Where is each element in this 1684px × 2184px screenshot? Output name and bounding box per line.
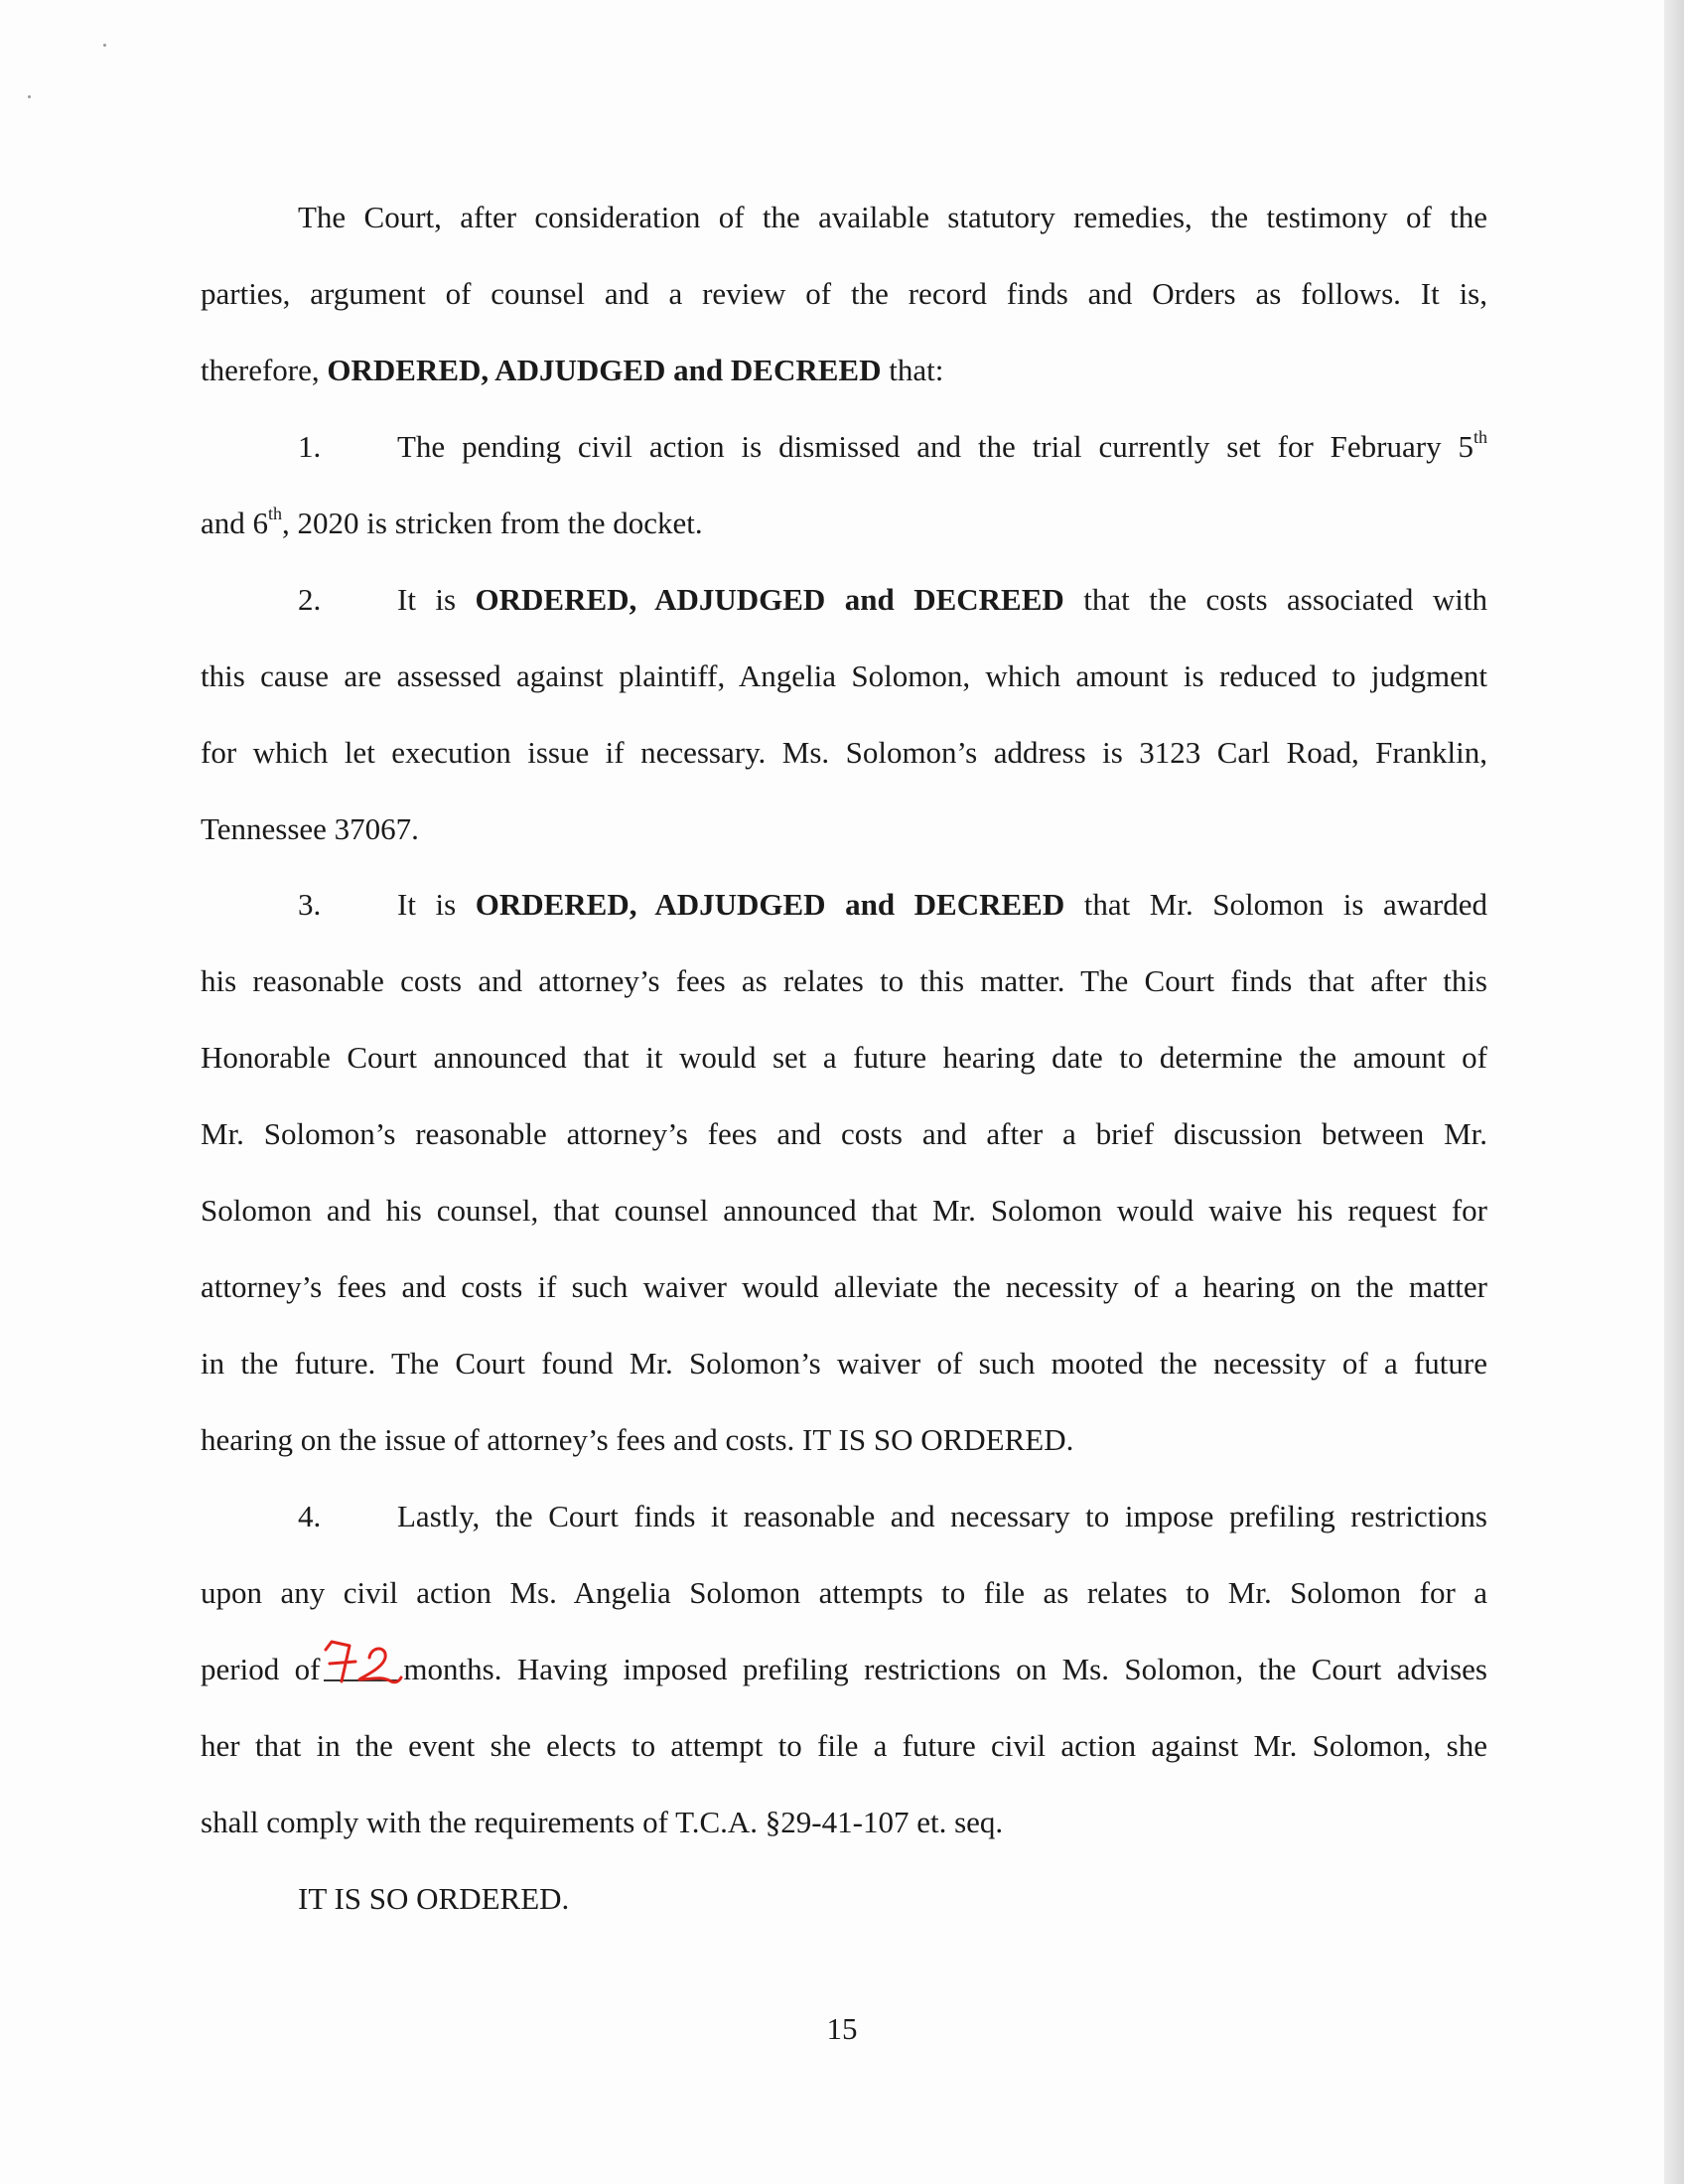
intro-line-2: parties, argument of counsel and a review of the record finds and Orders as follows. It is, [201,276,1487,311]
scan-speck [28,95,31,98]
scan-speck [103,44,106,47]
item-1-line-2-post: , 2020 is stricken from the docket. [282,506,703,540]
item-1-line-2 [201,504,703,543]
item-2-line-2: this cause are assessed against plaintiff, Angelia Solomon, which amount is reduced to judgment [201,658,1487,693]
item-3-post: that Mr. Solomon is awarded [1064,887,1488,922]
item-3-line-3: Honorable Court announced that it would set a future hearing date to determine the amount of [201,1040,1487,1075]
intro-line-1: The Court, after consideration of the available statutory remedies, the testimony of the [298,200,1487,234]
handwritten-72-mark [320,1638,403,1687]
page-number: 15 [826,2011,858,2046]
item-2-post: that the costs associated with [1063,582,1487,617]
item-4-line-3-pre: period of [201,1652,321,1686]
item-3-pre: It is [397,887,476,922]
closing-order: IT IS SO ORDERED. [298,1881,570,1916]
page-edge-shadow [1664,0,1684,2184]
item-1-line-1 [298,427,1487,467]
intro-line-3-post: that: [881,353,944,387]
item-4-line-5: shall comply with the requirements of T.C.A. §29-41-107 et. seq. [201,1805,1004,1839]
item-2-line-1 [298,580,1487,620]
item-2-line-3: for which let execution issue if necessary. Ms. Solomon’s address is 3123 Carl Road, Franklin, [201,735,1487,770]
item-1-text: The pending civil action is dismissed and the trial currently set for February 5 [397,429,1474,464]
item-4-line-3 [201,1650,1487,1689]
handwritten-blank [320,1654,403,1683]
item-3-line-4: Mr. Solomon’s reasonable attorney’s fees and costs and after a brief discussion between Mr. [201,1116,1487,1151]
intro-line-3 [201,351,943,390]
item-3-line-1 [298,885,1487,925]
item-2-number: 2. [298,582,322,617]
item-1-sup: th [1473,427,1487,447]
item-1-number: 1. [298,429,322,464]
item-3-line-6: attorney’s fees and costs if such waiver would alleviate the necessity of a hearing on the matter [201,1269,1487,1304]
item-2-line-4: Tennessee 37067. [201,811,419,846]
item-2-bold: ORDERED, ADJUDGED and DECREED [475,582,1064,617]
item-2-pre: It is [397,582,476,617]
intro-line-3-pre: therefore, [201,353,328,387]
item-4-number: 4. [298,1499,322,1533]
intro-line-3-bold: ORDERED, ADJUDGED and DECREED [327,353,882,387]
item-4-text: Lastly, the Court finds it reasonable and necessary to impose prefiling restrictions [397,1499,1487,1533]
item-1-line-2-sup: th [268,504,283,523]
item-3-line-5: Solomon and his counsel, that counsel announced that Mr. Solomon would waive his request for [201,1193,1487,1228]
item-3-line-8: hearing on the issue of attorney’s fees and costs. IT IS SO ORDERED. [201,1422,1074,1457]
item-4-line-2: upon any civil action Ms. Angelia Solomon attempts to file as relates to Mr. Solomon for a [201,1575,1487,1610]
item-3-line-7: in the future. The Court found Mr. Solomon’s waiver of such mooted the necessity of a future [201,1346,1487,1381]
item-3-number: 3. [298,887,322,922]
item-4-line-4: her that in the event she elects to attempt to file a future civil action against Mr. Solomon, she [201,1728,1487,1763]
item-3-bold: ORDERED, ADJUDGED and DECREED [475,887,1065,922]
item-4-line-1 [298,1497,1487,1536]
item-3-line-2: his reasonable costs and attorney’s fees as relates to this matter. The Court finds that after this [201,963,1487,998]
item-1-line-2-pre: and 6 [201,506,269,540]
item-4-line-3-post: months. Having imposed prefiling restrictions on Ms. Solomon, the Court advises [403,1652,1487,1686]
